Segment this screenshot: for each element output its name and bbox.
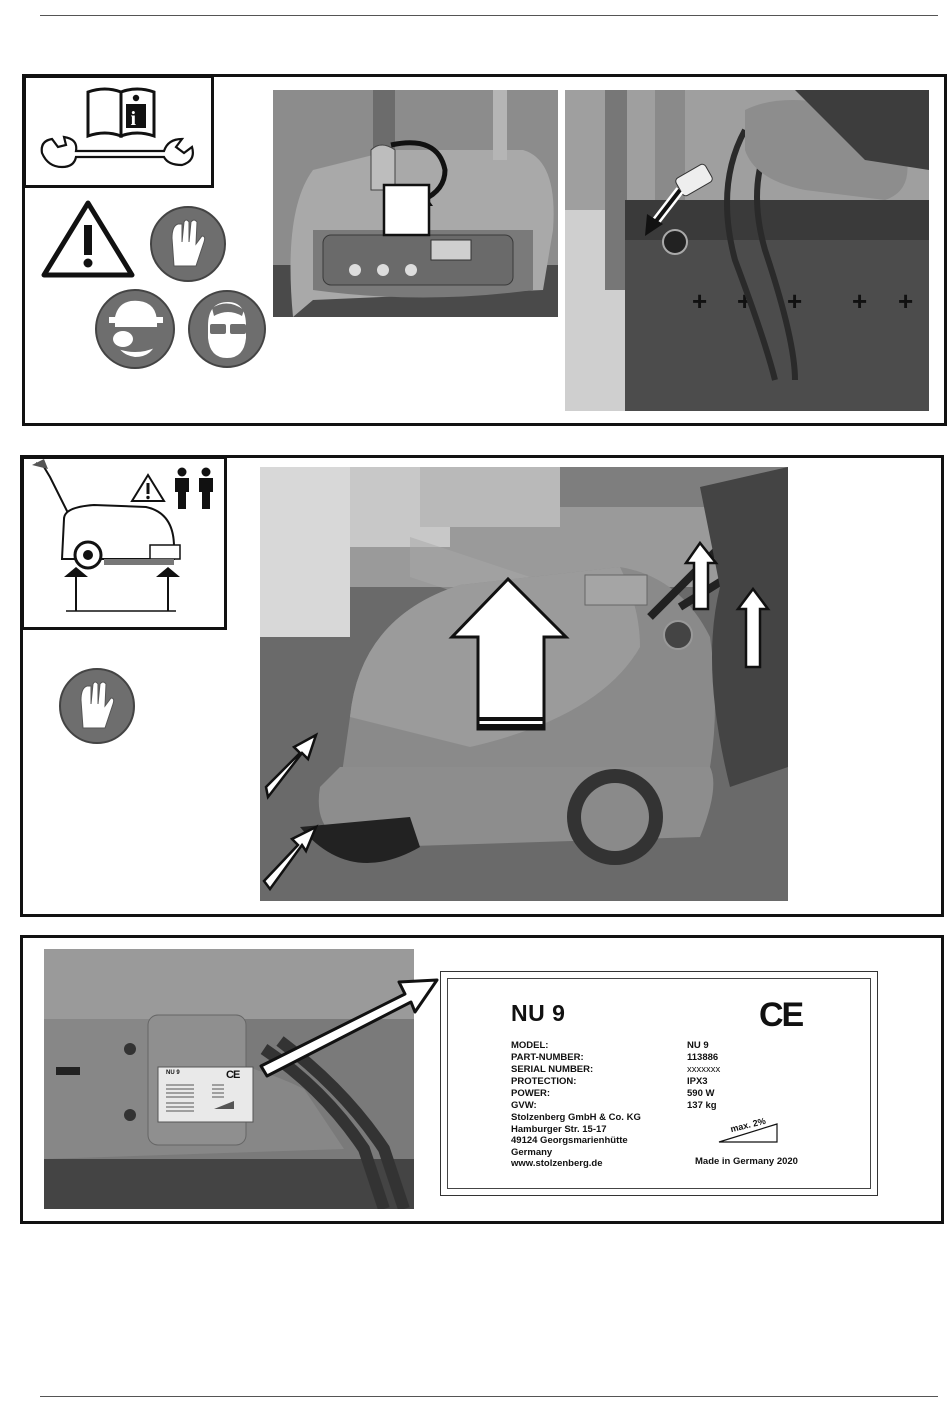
sweeper-lifting-photo bbox=[260, 467, 788, 901]
value-model: NU 9 bbox=[687, 1040, 709, 1051]
key-switch-photo bbox=[273, 90, 558, 317]
made-in-label: Made in Germany 2020 bbox=[695, 1156, 798, 1167]
label-part-number: PART-NUMBER: bbox=[511, 1052, 584, 1063]
svg-text:+: + bbox=[692, 286, 708, 316]
address-line: Hamburger Str. 15-17 bbox=[511, 1123, 607, 1135]
label-model: MODEL: bbox=[511, 1040, 549, 1051]
mask-icon bbox=[93, 287, 177, 371]
gloves-icon bbox=[57, 666, 137, 746]
label-protection: PROTECTION: bbox=[511, 1076, 577, 1087]
svg-text:i: i bbox=[130, 108, 137, 130]
footer-rule bbox=[40, 1396, 938, 1397]
warning-triangle-icon bbox=[38, 197, 138, 281]
nameplate-model-name: NU 9 bbox=[511, 1000, 566, 1026]
value-gvw: 137 kg bbox=[687, 1100, 717, 1111]
goggles-icon bbox=[186, 288, 268, 370]
wrench-icon bbox=[36, 133, 201, 173]
small-nameplate-model: NU 9 bbox=[166, 1070, 180, 1076]
small-nameplate-ce: CE bbox=[226, 1069, 240, 1081]
svg-text:+: + bbox=[787, 286, 803, 316]
value-part-number: 113886 bbox=[687, 1052, 719, 1063]
slope-label: max. 2% bbox=[729, 1115, 767, 1135]
address-line: Stolzenberg GmbH & Co. KG bbox=[511, 1112, 641, 1123]
gloves-icon bbox=[148, 204, 228, 284]
two-persons-icon bbox=[170, 467, 218, 511]
battery-terminal-photo bbox=[565, 90, 929, 411]
lifting-points-box bbox=[21, 456, 227, 630]
address-line: www.stolzenberg.de bbox=[511, 1158, 603, 1170]
small-nameplate bbox=[158, 1067, 253, 1122]
header-rule bbox=[40, 15, 938, 16]
svg-text:+: + bbox=[898, 286, 914, 316]
manual-maintenance-box bbox=[23, 75, 214, 188]
label-serial-number: SERIAL NUMBER: bbox=[511, 1064, 594, 1075]
small-nameplate-lines bbox=[164, 1081, 249, 1119]
svg-text:+: + bbox=[852, 286, 868, 316]
address-line: 49124 Georgsmarienhütte bbox=[511, 1135, 628, 1147]
label-power: POWER: bbox=[511, 1088, 551, 1099]
address-line: Germany bbox=[511, 1146, 553, 1158]
value-protection: IPX3 bbox=[687, 1076, 708, 1087]
nameplate-detail bbox=[440, 971, 878, 1196]
value-serial-number: xxxxxxx bbox=[687, 1064, 721, 1075]
warning-triangle-icon bbox=[130, 473, 166, 503]
pointer-arrow bbox=[255, 958, 445, 1080]
manufacturer-address bbox=[511, 1112, 641, 1170]
svg-text:+: + bbox=[737, 286, 753, 316]
value-power: 590 W bbox=[687, 1088, 715, 1099]
ce-mark: CE bbox=[759, 996, 803, 1034]
label-gvw: GVW: bbox=[511, 1100, 537, 1111]
